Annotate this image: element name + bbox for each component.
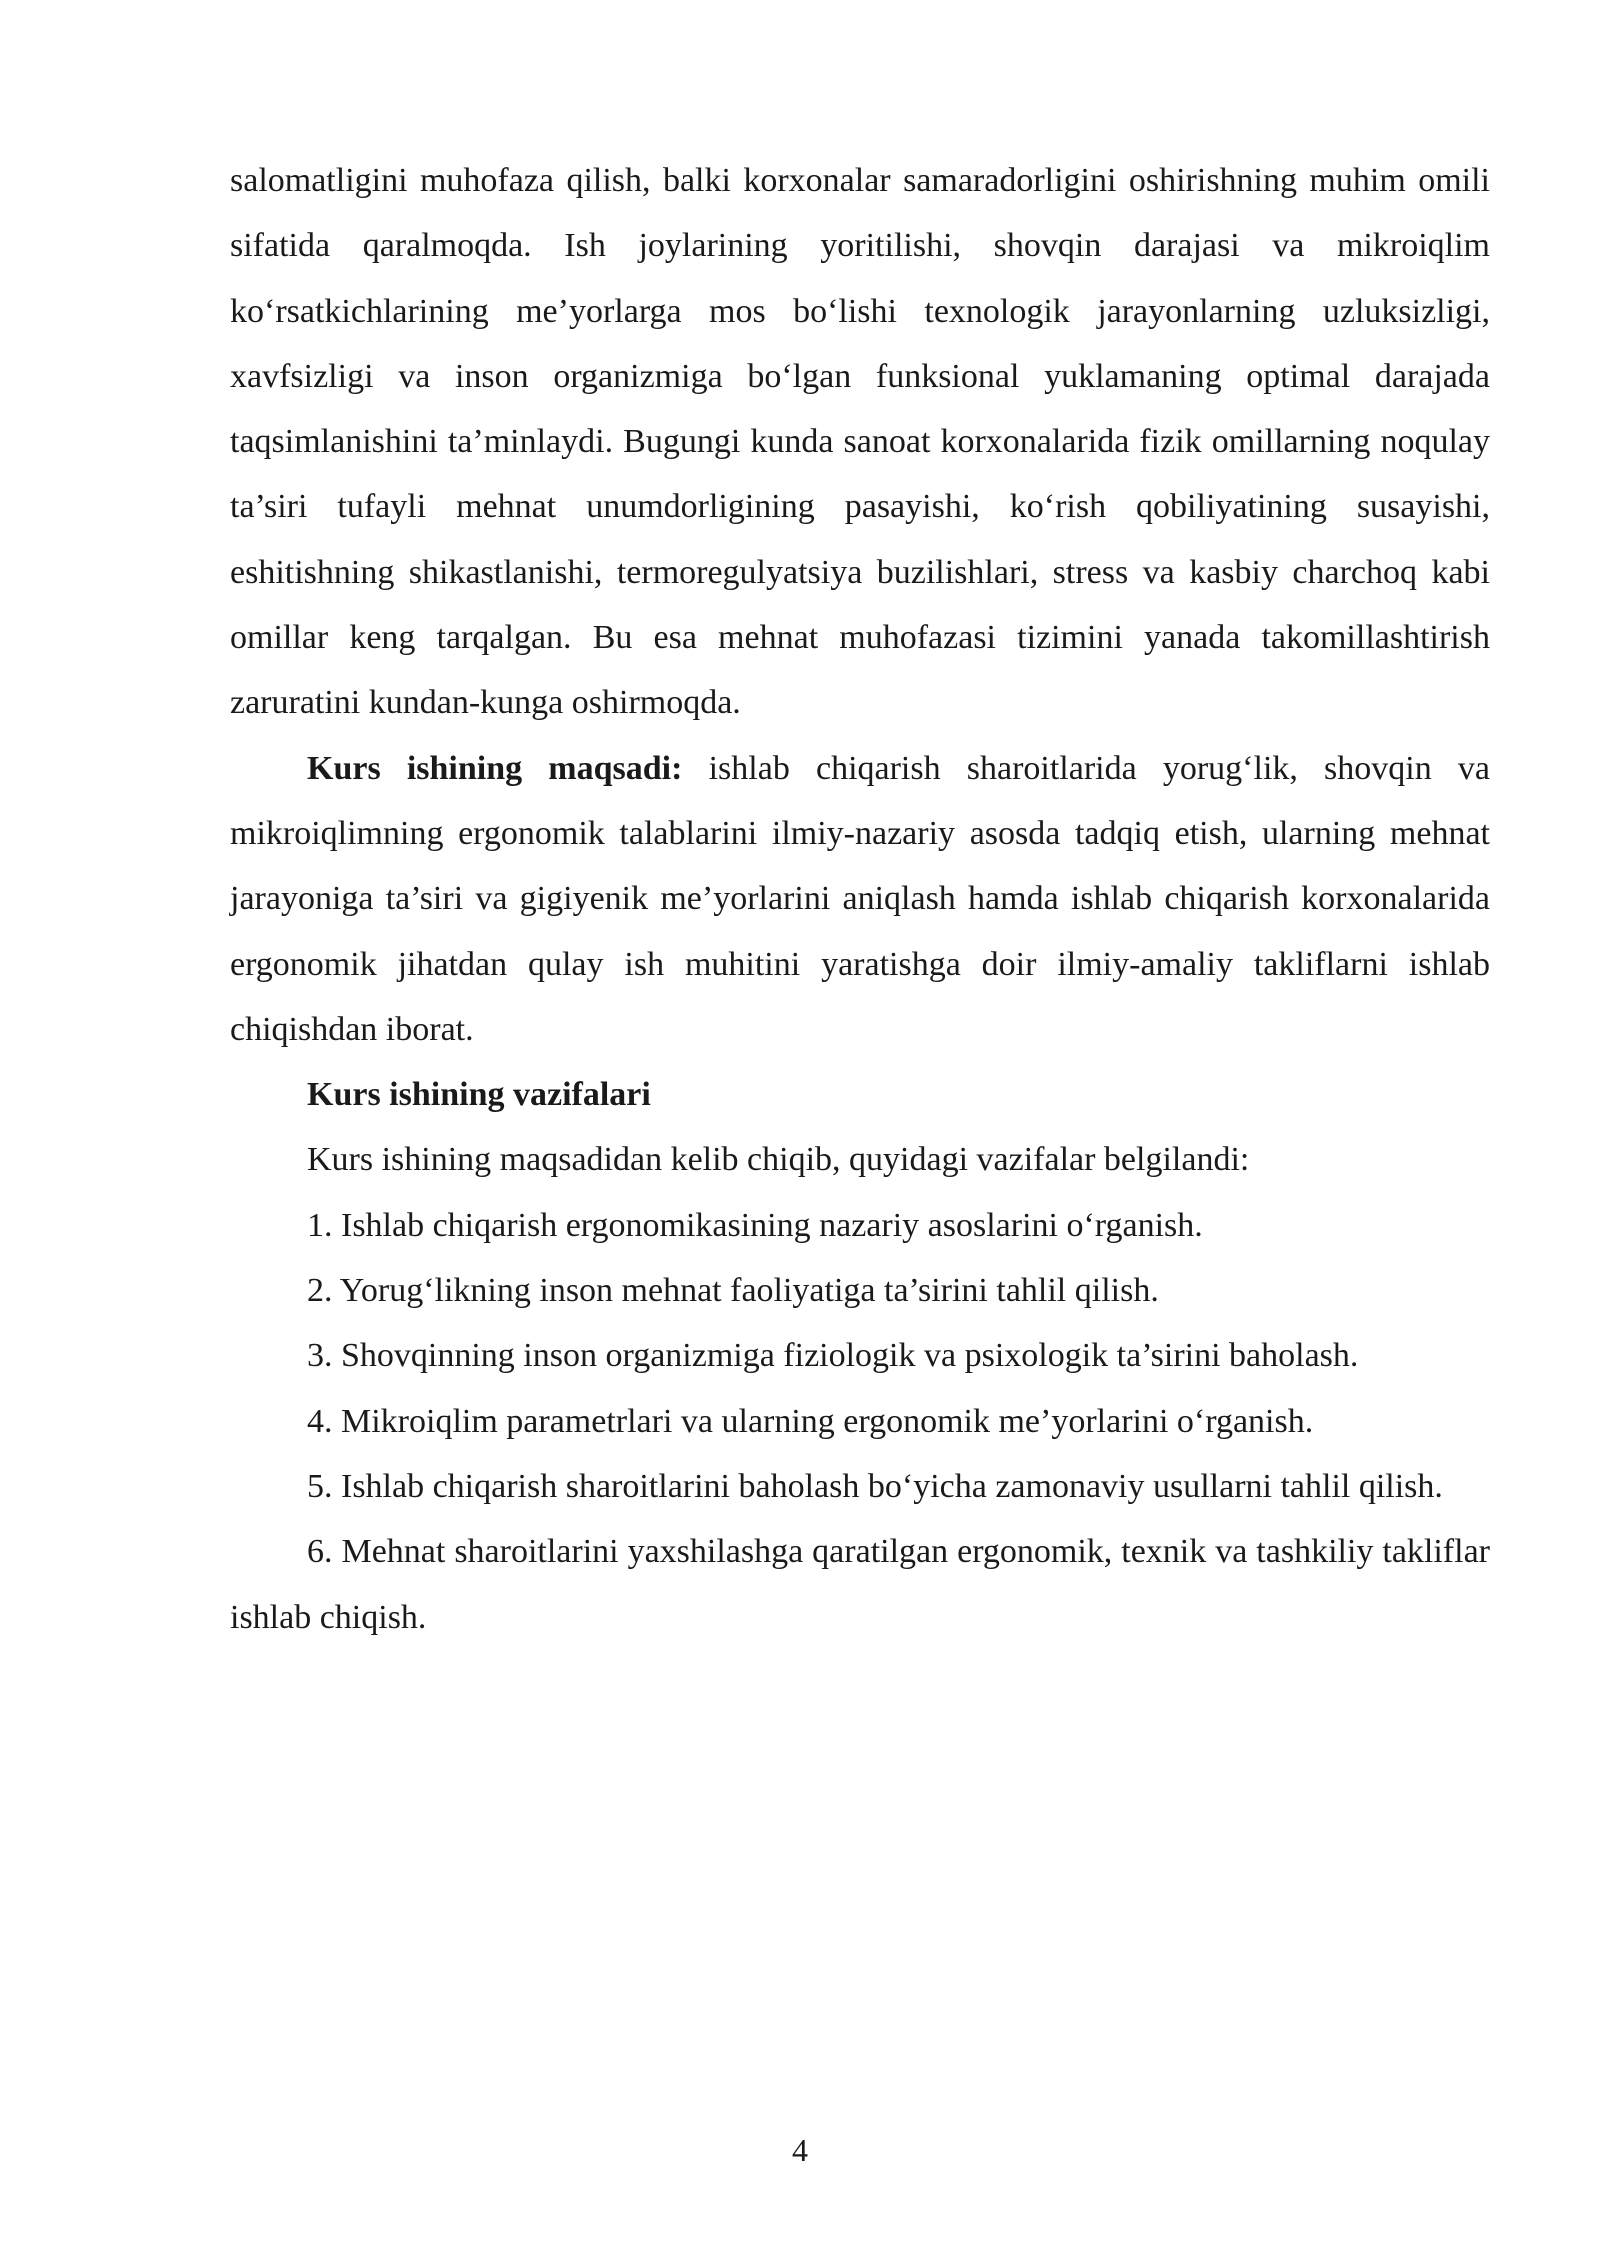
task-item: 3. Shovqinning inson organizmiga fiziologik va psixologik ta’sirini baholash.	[307, 1337, 1359, 1375]
task-item: 2. Yorug‘likning inson mehnat faoliyatiga ta’sirini tahlil qilish.	[307, 1272, 1159, 1310]
goal-label: Kurs ishining maqsadi:	[307, 749, 683, 787]
tasks-intro: Kurs ishining maqsadidan kelib chiqib, quyidagi vazifalar belgilandi:	[307, 1141, 1250, 1179]
task-item: 4. Mikroiqlim parametrlari va ularning ergonomik me’yorlarini o‘rganish.	[307, 1402, 1314, 1440]
goal-text: ishlab chiqarish sharoitlarida yorug‘lik, shovqin va mikroiqlimning ergonomik talablarini ilmiy-nazariy asosda tadqiq etish, ularning mehnat jarayoniga ta’siri va gigiyenik me’yorlarini aniqlash hamda ishlab chiqarish korxonalarida ergonomik jihatdan qulay ish muhitini yaratishga doir ilmiy-amaliy takliflarni ishlab chiqishdan iborat.	[230, 749, 1490, 1048]
body-text	[230, 148, 1490, 1650]
task-item: 6. Mehnat sharoitlarini yaxshilashga qaratilgan ergonomik, texnik va tashkiliy takliflar ishlab chiqish.	[230, 1533, 1490, 1636]
task-item: 1. Ishlab chiqarish ergonomikasining nazariy asoslarini o‘rganish.	[307, 1206, 1203, 1244]
page-number: 4	[792, 2132, 808, 2168]
task-item: 5. Ishlab chiqarish sharoitlarini baholash bo‘yicha zamonaviy usullarni tahlil qilish.	[307, 1467, 1443, 1505]
tasks-heading: Kurs ishining vazifalari	[307, 1076, 651, 1114]
goal-paragraph	[230, 736, 1490, 1062]
intro-paragraph: salomatligini muhofaza qilish, balki korxonalar samaradorligini oshirishning muhim omili sifatida qaralmoqda. Ish joylarining yoritilishi, shovqin darajasi va mikroiqlim ko‘rsatkichlarining me’yorlarga mos bo‘lishi texnologik jarayonlarning uzluksizligi, xavfsizligi va inson organizmiga bo‘lgan funksional yuklamaning optimal darajada taqsimlanishini ta’minlaydi. Bugungi kunda sanoat korxonalarida fizik omillarning noqulay ta’siri tufayli mehnat unumdorligining pasayishi, ko‘rish qobiliyatining susayishi, eshitishning shikastlanishi, termoregulyatsiya buzilishlari, stress va kasbiy charchoq kabi omillar keng tarqalgan. Bu esa mehnat muhofazasi tizimini yanada takomillashtirish zaruratini kundan-kunga oshirmoqda.	[230, 162, 1490, 722]
